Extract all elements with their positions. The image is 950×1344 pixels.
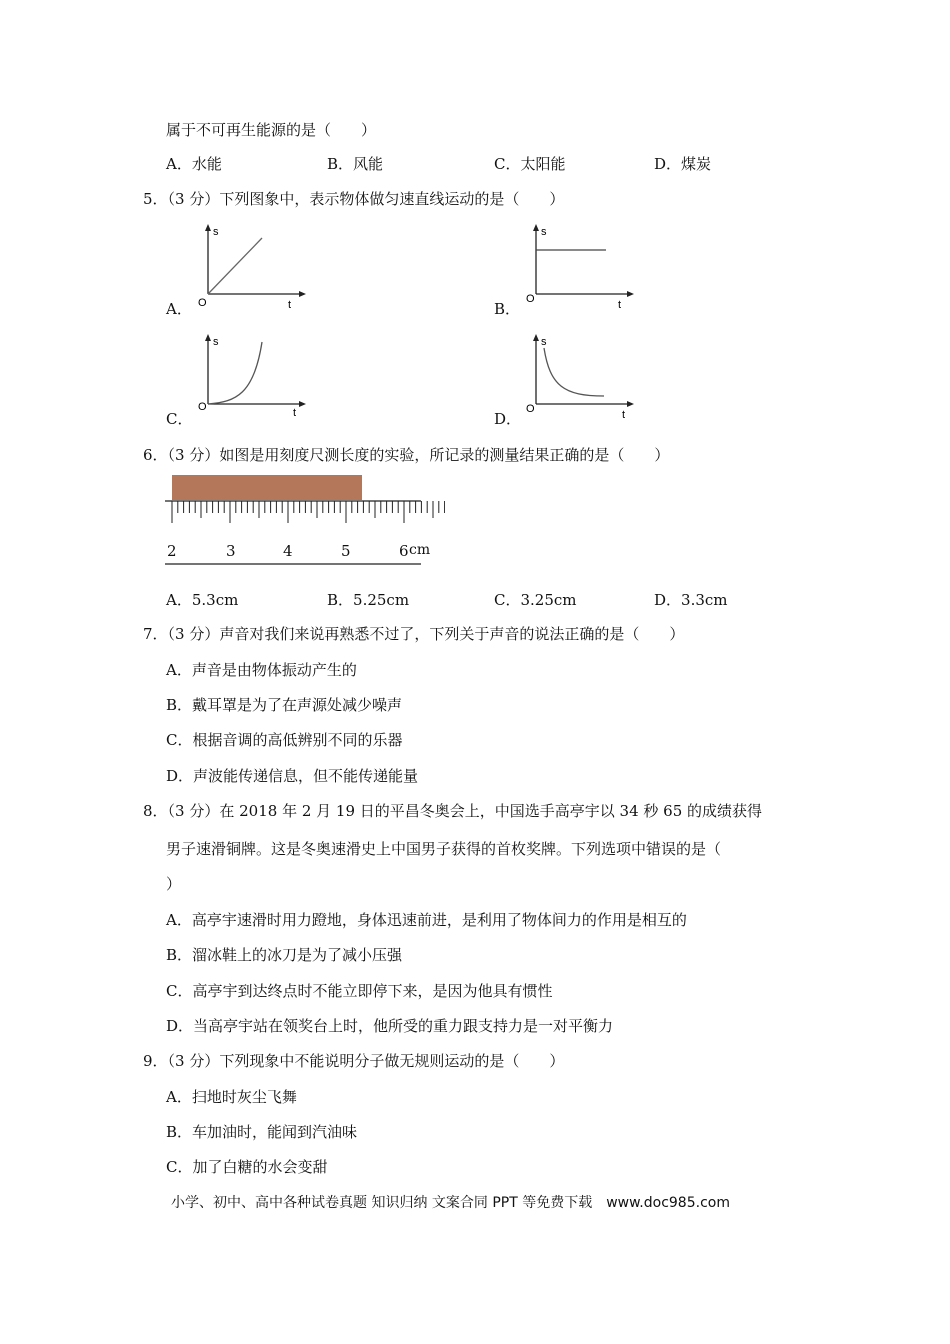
q8-stem-line2: 男子速滑铜牌。这是冬奥速滑史上中国男子获得的首枚奖牌。下列选项中错误的是（ (166, 840, 722, 858)
graph-a (196, 222, 312, 312)
q6-option-b: B．5.25cm (327, 591, 410, 609)
ruler-label-2: 2 (167, 542, 177, 560)
graph-c-x-label: t (293, 407, 297, 419)
ruler-unit: cm (409, 542, 431, 558)
graph-b-origin: O (526, 293, 535, 305)
q8-stem-line3: ） (166, 875, 182, 893)
q9-option-b: B．车加油时，能闻到汽油味 (166, 1123, 358, 1141)
q8-stem-line1: 8．（3 分）在 2018 年 2 月 19 日的平昌冬奥会上，中国选手高亭宇以 34 秒 65 的成绩获得 (143, 802, 763, 820)
q7-option-b: B．戴耳罩是为了在声源处减少噪声 (166, 696, 403, 714)
q7-option-a: A．声音是由物体振动产生的 (166, 661, 357, 679)
q7-stem: 7．（3 分）声音对我们来说再熟悉不过了，下列关于声音的说法正确的是（ ） (143, 625, 685, 643)
q7-option-c: C．根据音调的高低辨别不同的乐器 (166, 731, 403, 749)
q4-stem-continued: 属于不可再生能源的是（ ） (166, 121, 377, 139)
graph-d (524, 332, 640, 422)
q8-option-c: C．高亭宇到达终点时不能立即停下来，是因为他具有惯性 (166, 982, 553, 1000)
ruler-label-6: 6 (399, 542, 409, 560)
graph-d-y-label: s (541, 336, 547, 348)
q5-stem: 5．（3 分）下列图象中，表示物体做匀速直线运动的是（ ） (143, 190, 565, 208)
q5-option-b-label: B． (494, 300, 521, 318)
q8-option-b: B．溜冰鞋上的冰刀是为了减小压强 (166, 946, 403, 964)
graph-a-origin: O (198, 297, 207, 309)
graph-d-origin: O (526, 403, 535, 415)
q4-option-a: A．水能 (166, 155, 222, 173)
q6-option-d: D．3.3cm (654, 591, 728, 609)
q9-option-c: C．加了白糖的水会变甜 (166, 1158, 328, 1176)
q6-option-a: A．5.3cm (166, 591, 239, 609)
q4-option-d: D．煤炭 (654, 155, 712, 173)
q5-option-d-label: D． (494, 410, 522, 428)
q9-stem: 9．（3 分）下列现象中不能说明分子做无规则运动的是（ ） (143, 1052, 565, 1070)
q5-option-c-label: C． (166, 410, 193, 428)
measured-object (172, 475, 362, 500)
q7-option-d: D．声波能传递信息，但不能传递能量 (166, 767, 419, 785)
graph-b (524, 222, 640, 312)
ruler-figure (155, 470, 445, 570)
graph-a-x-label: t (288, 299, 292, 311)
graph-b-x-label: t (618, 299, 622, 311)
q8-option-a: A．高亭宇速滑时用力蹬地，身体迅速前进，是利用了物体间力的作用是相互的 (166, 911, 687, 929)
q4-option-b: B．风能 (327, 155, 384, 173)
graph-c-y-label: s (213, 336, 219, 348)
ruler-label-4: 4 (283, 542, 293, 560)
q4-option-c: C．太阳能 (494, 155, 566, 173)
ruler-label-3: 3 (226, 542, 236, 560)
graph-c-origin: O (198, 401, 207, 413)
page-footer: 小学、初中、高中各种试卷真题 知识归纳 文案合同 PPT 等免费下载 www.doc985.com (171, 1195, 730, 1211)
q6-stem: 6．（3 分）如图是用刻度尺测长度的实验，所记录的测量结果正确的是（ ） (143, 446, 670, 464)
graph-c (196, 332, 312, 422)
graph-d-x-label: t (622, 409, 626, 421)
q8-option-d: D．当高亭宇站在领奖台上时，他所受的重力跟支持力是一对平衡力 (166, 1017, 614, 1035)
graph-b-y-label: s (541, 226, 547, 238)
graph-a-y-label: s (213, 226, 219, 238)
ruler-label-5: 5 (341, 542, 351, 560)
q5-option-a-label: A． (166, 300, 192, 318)
ruler-ticks (172, 501, 445, 523)
q6-option-c: C．3.25cm (494, 591, 577, 609)
q9-option-a: A．扫地时灰尘飞舞 (166, 1088, 297, 1106)
